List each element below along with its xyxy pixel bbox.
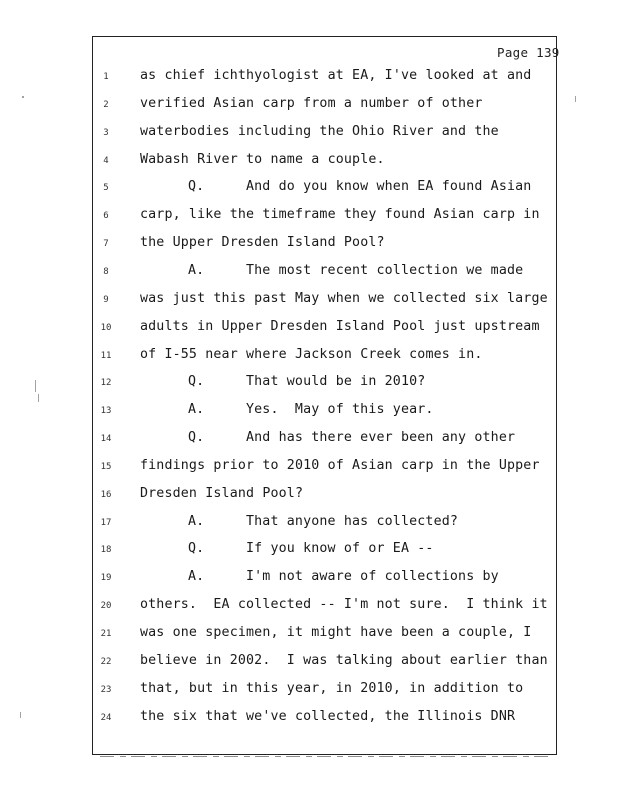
qa-label: A.: [188, 262, 205, 278]
qa-label: Q.: [188, 374, 205, 390]
transcript-line: [0, 262, 618, 284]
line-text: [188, 179, 531, 194]
scan-speck: [575, 96, 576, 102]
line-text: [140, 653, 548, 668]
scan-speck: [22, 96, 24, 98]
line-number: 8: [103, 266, 109, 277]
qa-label: A.: [188, 569, 205, 585]
line-number: 4: [103, 155, 109, 166]
line-text: [188, 541, 434, 556]
line-body: adults in Upper Dresden Island Pool just upstream: [140, 318, 540, 334]
line-text: [140, 291, 548, 306]
line-number: 5: [103, 183, 109, 194]
line-text: [140, 68, 531, 83]
transcript-line: [0, 624, 618, 646]
transcript-line: [0, 708, 618, 730]
qa-label: Q.: [188, 179, 205, 195]
scan-speck: [35, 380, 36, 392]
line-body: The most recent collection we made: [246, 262, 524, 278]
line-body: others. EA collected -- I'm not sure. I think it: [140, 597, 548, 613]
transcript-line: [0, 429, 618, 451]
line-body: findings prior to 2010 of Asian carp in the Upper: [140, 457, 540, 473]
line-body: And do you know when EA found Asian: [246, 179, 532, 195]
transcript-line: [0, 373, 618, 395]
transcript-line: [0, 206, 618, 228]
line-number: 20: [100, 601, 112, 612]
line-number: 11: [100, 350, 112, 361]
scan-speck: [20, 712, 21, 718]
page-number: Page 139: [497, 45, 560, 60]
line-body: That would be in 2010?: [246, 374, 426, 390]
line-text: [188, 263, 523, 278]
line-text: [140, 347, 483, 362]
transcript-line: [0, 401, 618, 423]
line-text: [140, 458, 540, 473]
line-body: And has there ever been any other: [246, 430, 516, 446]
line-text: [140, 486, 303, 501]
transcript-line: [0, 95, 618, 117]
transcript-line: [0, 457, 618, 479]
scan-speck: [38, 394, 39, 402]
line-number: 23: [100, 684, 112, 695]
line-number: 10: [100, 322, 112, 333]
line-text: [140, 96, 483, 111]
line-number: 1: [103, 72, 109, 82]
line-body: the Upper Dresden Island Pool?: [140, 235, 385, 251]
line-body: of I-55 near where Jackson Creek comes in.: [140, 346, 483, 362]
line-number: 7: [103, 239, 109, 250]
line-body: believe in 2002. I was talking about earlier than: [140, 652, 548, 668]
line-number: 12: [100, 378, 112, 389]
line-text: [140, 709, 515, 724]
line-body: That anyone has collected?: [246, 513, 459, 529]
line-body: the six that we've collected, the Illinois DNR: [140, 708, 516, 724]
line-body: Dresden Island Pool?: [140, 485, 304, 501]
line-body: waterbodies including the Ohio River and the: [140, 123, 499, 139]
line-text: [140, 152, 385, 167]
line-number: 2: [103, 99, 109, 110]
bottom-scan-rule: [100, 756, 548, 757]
line-text: [188, 374, 425, 389]
transcript-line: [0, 680, 618, 702]
line-body: was one specimen, it might have been a couple, I: [140, 625, 532, 640]
line-text: [188, 514, 458, 529]
line-text: [140, 319, 540, 334]
line-body: verified Asian carp from a number of other: [140, 95, 483, 111]
line-text: [188, 569, 499, 584]
line-text: [188, 402, 434, 417]
line-body: If you know of or EA --: [246, 541, 434, 557]
transcript-line: [0, 540, 618, 562]
qa-label: A.: [188, 402, 205, 418]
line-body: as chief ichthyologist at EA, I've looked at and: [140, 68, 532, 83]
line-text: [140, 235, 385, 250]
transcript-line: [0, 596, 618, 618]
transcript-line: [0, 652, 618, 674]
qa-label: Q.: [188, 541, 205, 557]
transcript-line: [0, 318, 618, 340]
transcript-line: [0, 568, 618, 590]
transcript-line: [0, 123, 618, 145]
qa-label: A.: [188, 513, 205, 529]
line-number: 18: [100, 545, 112, 556]
line-number: 19: [100, 573, 112, 584]
line-text: [140, 124, 499, 139]
line-body: that, but in this year, in 2010, in addition to: [140, 680, 524, 696]
transcript-line: [0, 513, 618, 535]
line-number: 21: [100, 629, 112, 639]
transcript-line: [0, 290, 618, 312]
line-number: 14: [100, 434, 112, 445]
transcript-line: [0, 234, 618, 256]
line-body: I'm not aware of collections by: [246, 569, 499, 585]
transcript-line: [0, 178, 618, 200]
line-body: carp, like the timeframe they found Asian carp in: [140, 207, 540, 223]
line-number: 16: [100, 489, 112, 500]
transcript-line: [0, 346, 618, 368]
line-text: [140, 681, 523, 696]
transcript-line: [0, 67, 618, 89]
qa-label: Q.: [188, 430, 205, 446]
line-body: was just this past May when we collected six large: [140, 290, 548, 306]
line-body: Wabash River to name a couple.: [140, 151, 385, 167]
line-number: 9: [103, 294, 109, 305]
line-number: 3: [103, 127, 109, 138]
line-number: 24: [100, 712, 112, 723]
line-number: 15: [100, 461, 112, 472]
line-number: 17: [100, 517, 112, 528]
line-text: [140, 597, 548, 612]
line-number: 6: [103, 211, 109, 222]
line-text: [188, 430, 515, 445]
line-number: 22: [100, 656, 112, 667]
transcript-line: [0, 485, 618, 507]
line-text: [140, 207, 540, 222]
transcript-line: [0, 151, 618, 173]
line-text: [140, 625, 531, 640]
line-number: 13: [100, 406, 112, 417]
line-body: Yes. May of this year.: [246, 402, 434, 418]
